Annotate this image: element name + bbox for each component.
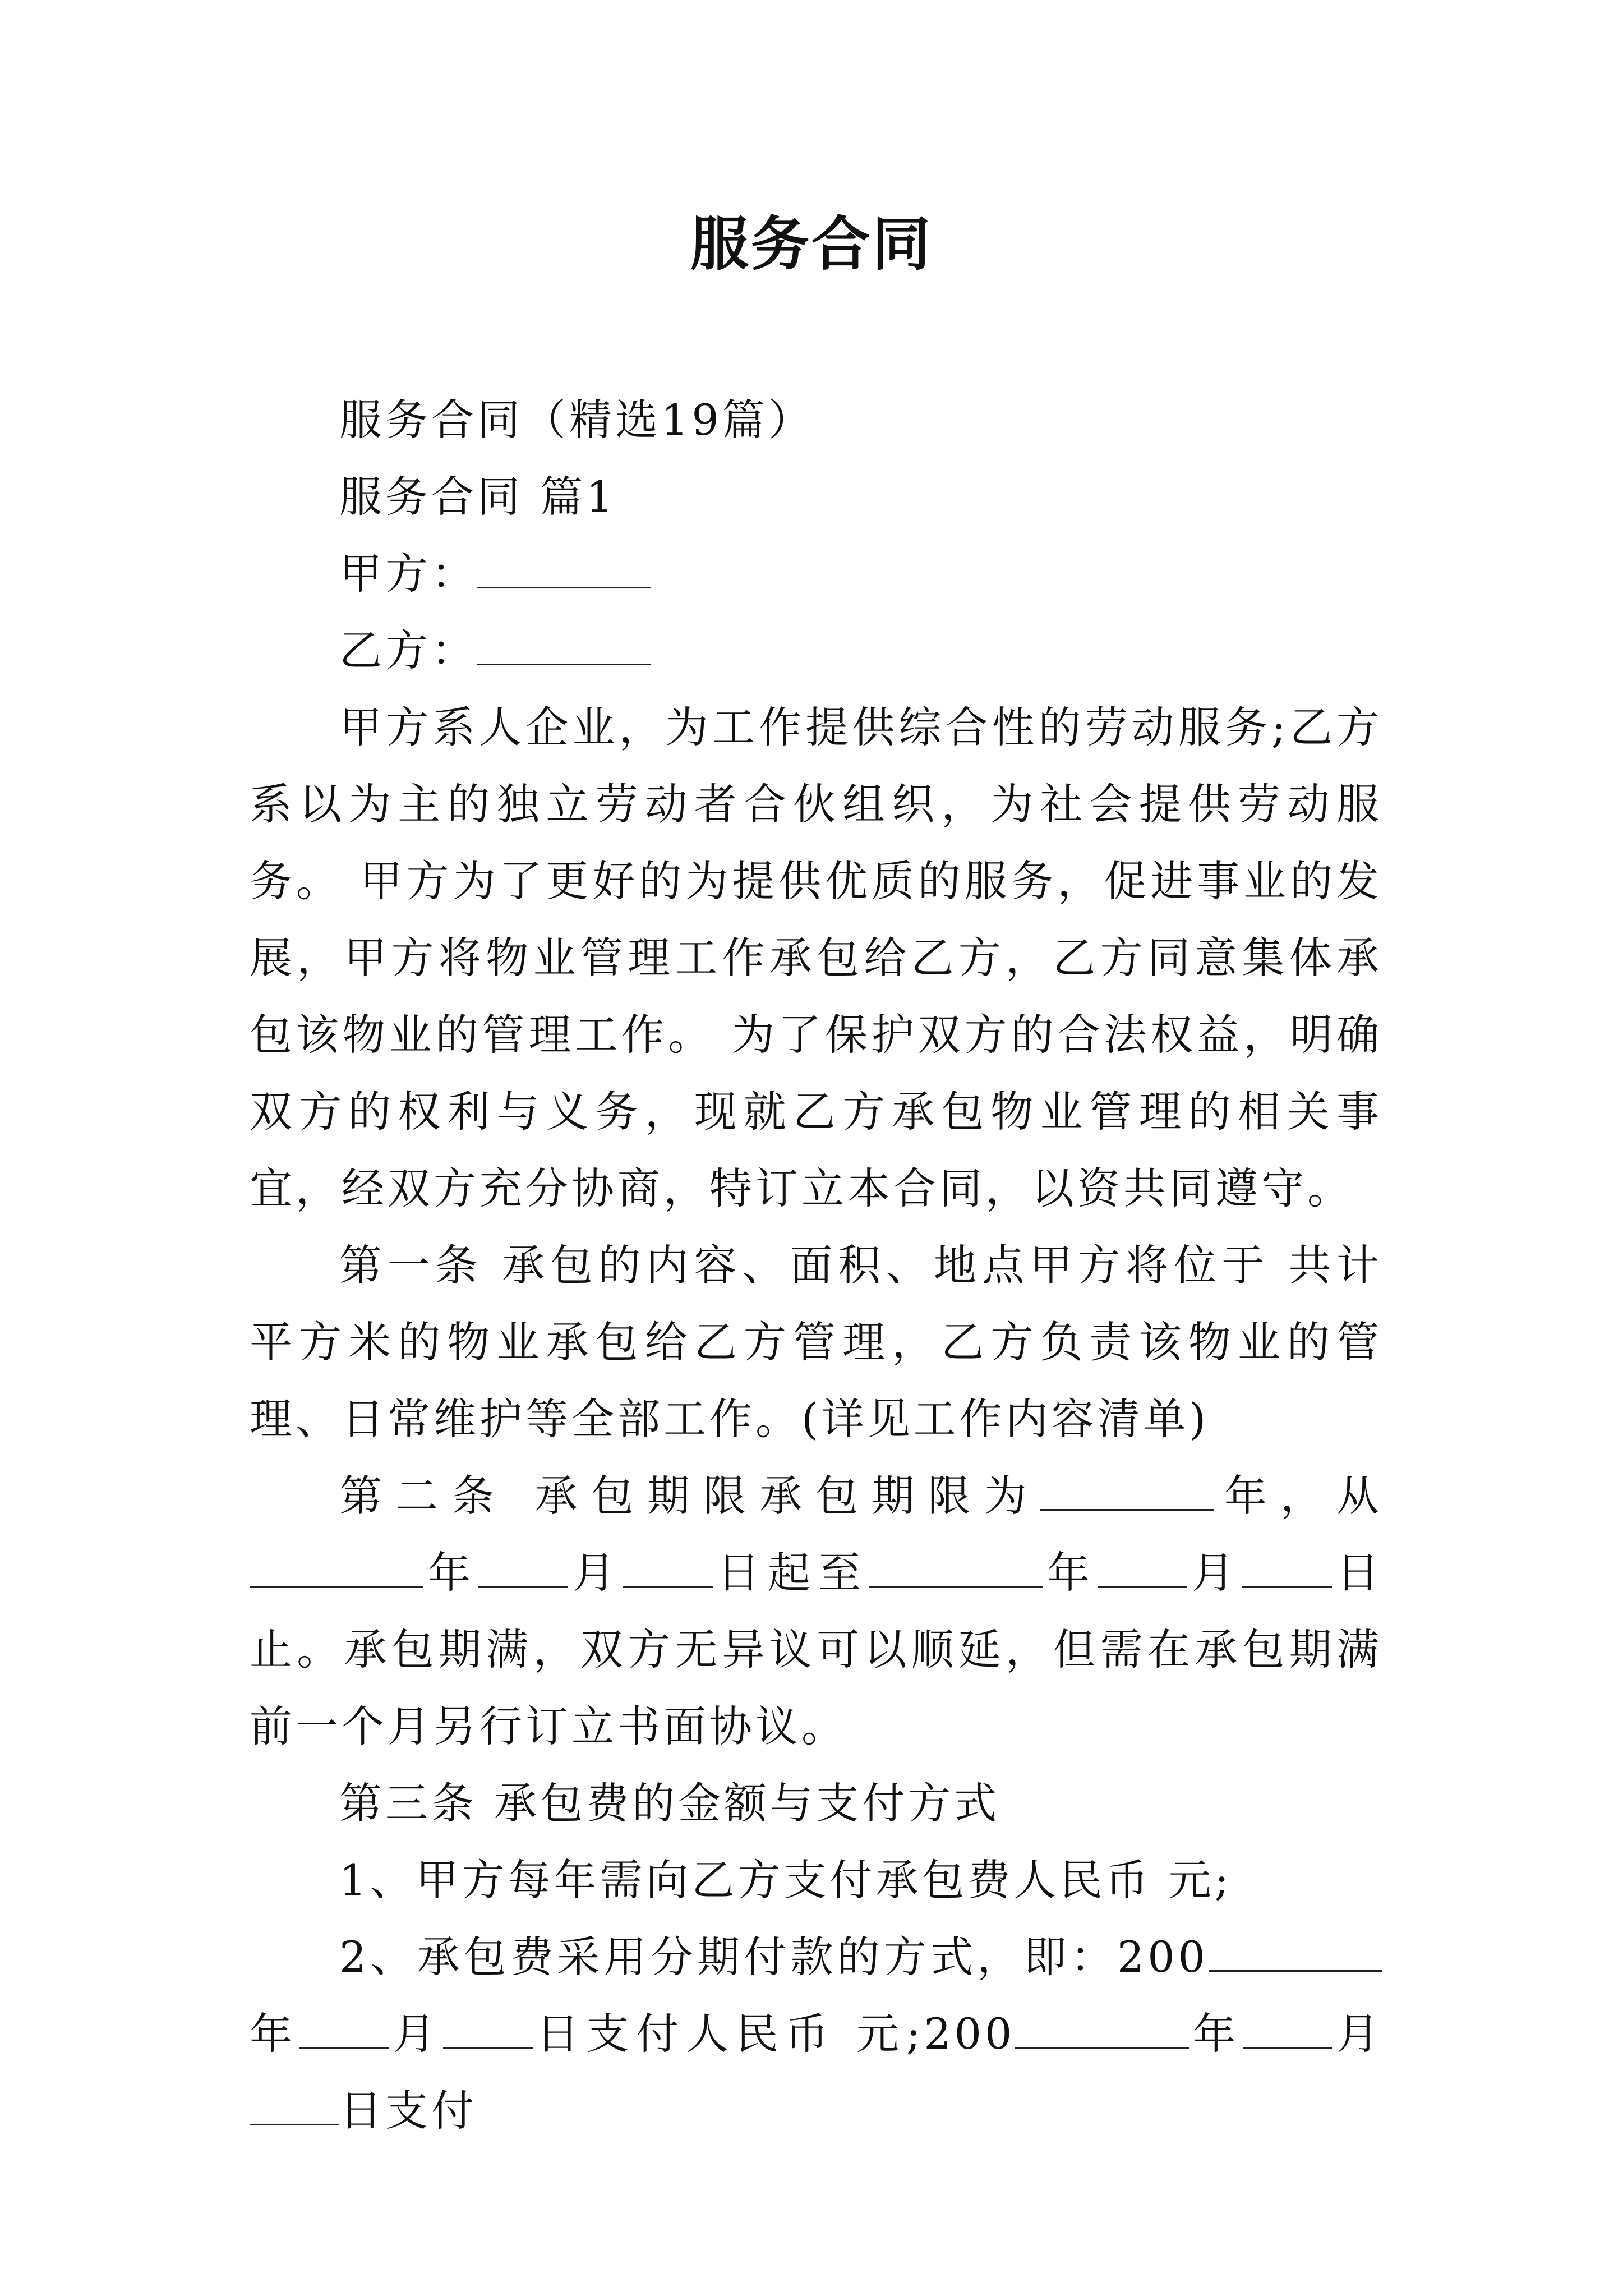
item-2-text-1: 2、承包费采用分期付款的方式，即：200 (339, 1932, 1209, 1982)
party-b-blank (477, 624, 651, 665)
document-body (250, 381, 1382, 2149)
party-a-label: 甲方： (339, 549, 477, 599)
item-2-text-4: 日支付人民币 元;200 (532, 2009, 1016, 2059)
article-2-text-8: 日止。承包期满，双方无异议可以顺延，但需在承包期满前一个月另行订立书面协议。 (250, 1548, 1382, 1751)
party-a-line (250, 535, 1382, 612)
party-b-line (250, 612, 1382, 689)
blank (478, 1547, 568, 1588)
article-2-text-6: 年 (1043, 1548, 1098, 1598)
subtitle: 服务合同（精选19篇） (339, 395, 814, 445)
item-2-text-5: 年 (1189, 2009, 1243, 2059)
item-2-text-7: 日支付 (339, 2086, 477, 2136)
article-3-item-1: 1、甲方每年需向乙方支付承包费人民币 元; (339, 1855, 1233, 1905)
blank (869, 1547, 1043, 1588)
blank (250, 1547, 423, 1588)
blank (1209, 1931, 1382, 1972)
article-2-text-1: 第二条 承包期限承包期限为 (339, 1471, 1040, 1521)
section-heading: 服务合同 篇1 (339, 472, 617, 522)
intro-paragraph: 甲方系人企业，为工作提供综合性的劳动服务;乙方系以为主的独立劳动者合伙组织，为社会提供劳动服务。 甲方为了更好的为提供优质的服务，促进事业的发展，甲方将物业管理工作承包给乙方，乙方同意集体承包该物业的管理工作。 为了保护双方的合法权益，明确双方的权利与义务，现就乙方承包物业管理的相关事宜，经双方充分协商，特订立本合同，以资共同遵守。 (250, 702, 1382, 1213)
article-2-text-5: 日起至 (713, 1548, 869, 1598)
blank (623, 1547, 713, 1588)
article-2 (250, 1457, 1382, 1765)
article-2-text-2: 年，从 (1214, 1471, 1382, 1521)
party-a-blank (477, 547, 651, 588)
item-2-text-6: 月 (1332, 2009, 1383, 2059)
article-3-heading: 第三条 承包费的金额与支付方式 (339, 1778, 1000, 1828)
article-3-item-2 (250, 1918, 1382, 2149)
item-2-text-3: 月 (389, 2009, 443, 2059)
blank (1242, 1547, 1332, 1588)
article-2-text-7: 月 (1187, 1548, 1242, 1598)
article-2-text-3: 年 (423, 1548, 478, 1598)
blank (1040, 1470, 1214, 1511)
item-2-text-2: 年 (250, 2009, 299, 2059)
article-2-text-4: 月 (568, 1548, 623, 1598)
blank (1015, 2008, 1189, 2049)
blank (1243, 2008, 1332, 2049)
article-1: 第一条 承包的内容、面积、地点甲方将位于 共计 平方米的物业承包给乙方管理，乙方负责该物业的管理、日常维护等全部工作。(详见工作内容清单) (250, 1240, 1382, 1444)
party-b-label: 乙方： (339, 625, 477, 675)
blank (299, 2008, 389, 2049)
blank (443, 2008, 533, 2049)
document-title: 服务合同 (690, 209, 933, 278)
blank (1098, 1547, 1187, 1588)
blank (250, 2085, 339, 2125)
